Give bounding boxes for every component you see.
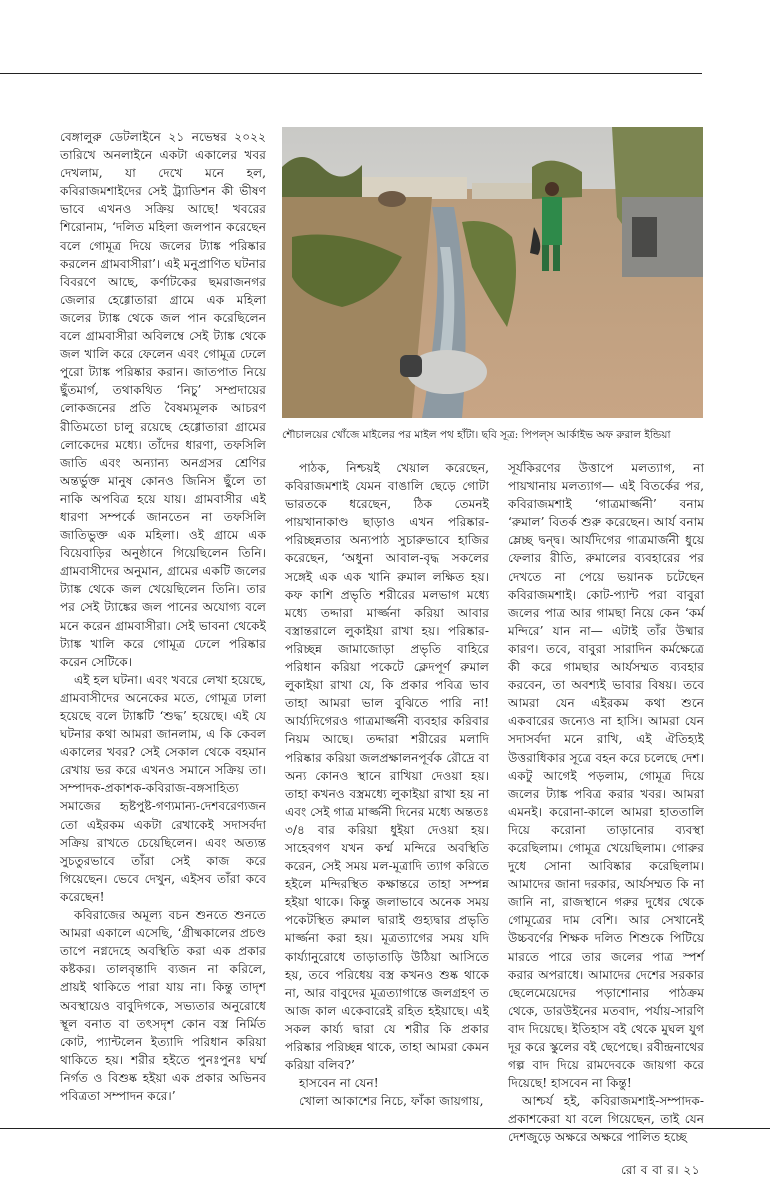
paragraph: বেঙ্গালুরু ডেটলাইনে ২১ নভেম্বর ২০২২ তারিখে অনলাইনে একটা একালের খবর দেখলাম, যা দেখে মনে হল, কবিরাজমশাইদের সেই ট্র্যাডিশন কী ভীষণ ভাবে এখনও সক্রিয় আছে! খবরের শিরোনাম, ‘দলিত মহিলা জলপান করেছেন বলে গোমূত্র দিয়ে জলের ট্যাঙ্ক পরিষ্কার করলেন গ্রামবাসীরা’। এই মনুপ্রাণিত ঘটনার বিবরণে আছে, কর্ণাটকের ছমরাজনগর জেলার হেগ্গোতারা গ্রামে এক মহিলা জলের ট্যাঙ্ক থেকে জল পান করেছিলেন বলে গ্রামবাসীরা অবিলম্বে সেই ট্যাঙ্ক থেকে জল খালি করে ফেলেন এবং গোমূত্র ঢেলে পুরো ট্যাঙ্ক পরিষ্কার করান। জাতপাত নিয়ে ছুঁতমার্গ, তথাকথিত ‘নিচু’ সম্প্রদায়ের লোকজনের প্রতি বৈষম্যমূলক আচরণ রীতিমতো চালু রয়েছে হেগ্গোতারা গ্রামের লোকেদের মধ্যে। তাঁদের ধারণা, তফসিলি জাতি এবং অন্যান্য অনগ্রসর শ্রেণির অন্তর্ভুক্ত মানুষ কোনও জিনিস ছুঁলে তা নাকি অপবিত্র হয়ে যায়। গ্রামবাসীর এই ধারণা সম্পর্কে জানতেন না তফসিলি জাতিভুক্ত এক মহিলা। ওই গ্রামে এক বিয়েবাড়ির অনুষ্ঠানে গিয়েছিলেন তিনি। গ্রামবাসীদের অনুমান, গ্রামের একটি জলের ট্যাঙ্ক থেকে জল খেয়েছিলেন তিনি। তার পর সেই ট্যাঙ্কের জল পানের অযোগ্য বলে মনে করেন গ্রামবাসীরা। সেই ভাবনা থেকেই ট্যাঙ্ক খালি করে গোমূত্র ঢেলে পরিষ্কার করেন সেটিকে। [60, 130, 266, 669]
top-rule [0, 73, 702, 74]
article-column-1 [60, 128, 266, 1105]
paragraph: সূর্যকিরণের উত্তাপে মলত্যাগ, না পায়খানায় মলত্যাগ— এই বিতর্কের পর, কবিরাজমশাই ‘গাত্রমার্জ্জনী’ বনাম ‘রুমাল’ বিতর্ক শুরু করেছেন। আর্য বনাম ম্লেচ্ছ দ্বন্দ্ব। আর্যদিগের গাত্রমার্জনী ধুয়ে ফেলার রীতি, রুমালের ব্যবহারের পর দেখতে না পেয়ে ভয়ানক চটেছেন কবিরাজমশাই। কোট-প্যান্ট পরা বাবুরা জলের পাত্র আর গামছা নিয়ে কেন ‘কর্ম মন্দিরে’ যান না— এটাই তাঁর উষ্মার কারণ। তবে, বাবুরা সারাদিন কর্মক্ষেত্রে কী করে গামছার আর্যসম্মত ব্যবহার করবেন, তা অবশ্যই ভাবার বিষয়। তবে আমরা যেন এইরকম কথা শুনে একবারের জন্যেও না হাসি। আমরা যেন সদাসর্বদা মনে রাখি, এই ঐতিহ্যই উত্তরাধিকার সূত্রে বহন করে চলেছে দেশ। একটু আগেই পড়লাম, গোমূত্র দিয়ে জলের ট্যাঙ্ক পবিত্র করার খবর। আমরা এমনই। করোনা-কালে আমরা হাততালি দিয়ে করোনা তাড়ানোর ব্যবস্থা করেছিলাম। গোমূত্র খেয়েছিলাম। গোরুর দুধে সোনা আবিষ্কার করেছিলাম। আমাদের জানা দরকার, আর্যসম্মত কি না জানি না, রাজস্থানে গরুর দুধের থেকে গোমূত্রের দাম বেশি। আর সেখানেই উচ্চবর্ণের শিক্ষক দলিত শিশুকে পিটিয়ে মারতে পারে তার জলের পাত্র স্পর্শ করার অপরাধে। আমাদের দেশের সরকার ছেলেমেয়েদের পড়াশোনার পাঠক্রম থেকে, ডারউইনের মতবাদ, পর্যায়-সারণি বাদ দিয়েছে। ইতিহাস বই থেকে মুঘল যুগ দূর করে স্কুলের বই ছেপেছে। রবীন্দ্রনাথের গল্প বাদ দিয়ে রামদেবকে জায়গা করে দিয়েছে! হাসবেন না কিন্তু! [508, 461, 704, 1091]
article-column-3 [508, 459, 704, 1147]
paragraph: কবিরাজের অমূল্য বচন শুনতে শুনতে আমরা একালে এসেছি, ‘গ্রীষ্মকালের প্রচণ্ড তাপে নগ্নদেহে অবস্থিতি করা এক প্রকার কষ্টকর। তালবৃন্তাদি ব্যজন না করিলে, প্রায়ই থাকিতে পারা যায় না। কিন্তু তাদৃশ অবস্থায়েও বাবুদিগকে, সভ্যতার অনুরোধে স্থূল বনাত বা তৎসদৃশ কোন বস্ত্র নির্মিত কোট, প্যান্টলেন ইত্যাদি পরিধান করিয়া থাকিতে হয়। শরীর হইতে পুনঃপুনঃ ঘর্ম্ম নির্গত ও বিশুষ্ক হইয়া এক প্রকার অভিনব পবিত্রতা সম্পাদন করে।’ [60, 908, 266, 1103]
paragraph: পাঠক, নিশ্চয়ই খেয়াল করেছেন, কবিরাজমশাই যেমন বাঙালি ছেড়ে গোটা ভারতকে ধরেছেন, ঠিক তেমনই পায়খানাকাণ্ড ছাড়াও এখন পরিষ্কার-পরিচ্ছন্নতার অন্যপাঠ সুচারুভাবে হাজির করেছেন, ‘অধুনা আবাল-বৃদ্ধ সকলের সঙ্গেই এক এক খানি রুমাল লক্ষিত হয়। কফ কাশি প্রভৃতি শরীরের মলভাগ মধ্যে মধ্যে তদ্দারা মার্জ্জনা করিয়া আবার বস্ত্রান্তরালে লুকাইয়া রাখা হয়। পরিষ্কার-পরিচ্ছন্ন জামাজোড়া প্রভৃতি বাহিরে পরিধান করিয়া পকেটে ক্লেদপূর্ণ রুমাল লুকাইয়া রাখা যে, কি প্রকার পবিত্র ভাব তাহা আমরা ভাল বুঝিতে পারি না! আর্য্যদিগেরও গাত্রমার্জ্জনী ব্যবহার করিবার নিয়ম আছে। তদ্দারা শরীরের মলাদি পরিষ্কার করিয়া জলপ্রক্ষালনপূর্বক রৌদ্রে বা অন্য কোনও স্থানে রাখিয়া দেওয়া হয়। তাহা কখনও বস্ত্রমধ্যে লুকাইয়া রাখা হয় না এবং সেই গাত্র মার্জ্জনী দিনের মধ্যে অন্ততঃ ৩/৪ বার করিয়া ধুইয়া দেওয়া হয়। সাহেবগণ যখন কর্ম্ম মন্দিরে অবস্থিতি করেন, সেই সময় মল-মূত্রাদি ত্যাগ করিতে হইলে মন্দিরস্থিত কক্ষান্তরে তাহা সম্পন্ন হইয়া থাকে। কিন্তু জলাভাবে অনেক সময় পকেটস্থিত রুমাল দ্বারাই গুহ্যদ্বার প্রভৃতি মার্জ্জনা করা হয়। মূত্রত্যাগের সময় যদি কার্য্যানুরোধে তাড়াতাড়ি উঠিয়া আসিতে হয়, তবে পরিধেয় বস্ত্র কখনও শুষ্ক থাকে না, আর বাবুদের মূত্রত্যাগান্তে জলগ্রহণ ত আজ কাল একেবারেই রহিত হইয়াছে। এই সকল কার্য্য দ্বারা যে শরীর কি প্রকার পরিষ্কার পরিচ্ছন্ন থাকে, তাহা আমরা কেমন করিয়া বলিব?’ [285, 461, 489, 1073]
paragraph: হাসবেন না যেন! [299, 1076, 379, 1091]
village-road-drain-photo [282, 127, 703, 418]
bottom-rule [0, 1128, 770, 1129]
paragraph: এই হল ঘটনা। এবং খবরে লেখা হয়েছে, গ্রামবাসীদের অনেকের মতে, গোমূত্র ঢালা হয়েছে বলে ট্যাঙ্কটি ‘শুদ্ধ’ হয়েছে। এই যে ঘটনার কথা আমরা জানলাম, এ কি কেবল একালের খবর? সেই সেকাল থেকে বহমান রেখায় ভর করে এখনও সমানে সক্রিয় তা। সম্পাদক-প্রকাশক-কবিরাজ-বঙ্গসাহিত্য সমাজের হৃষ্টপুষ্ট-গণ্যমান্য-দেশবরেণ্যজন তো এইরকম একটা রেখাকেই সদাসর্বদা সক্রিয় রাখতে চেয়েছিলেন। এবং অত্যন্ত সুচতুরভাবে তাঁরা সেই কাজ করে গিয়েছেন। ভেবে দেখুন, এইসব তাঁরা কবে করেছেন! [60, 672, 266, 904]
news-photo [282, 127, 703, 418]
page-folio: রো ব বা র। ২১ [620, 1163, 700, 1177]
paragraph: খোলা আকাশের নিচে, ফাঁকা জায়গায়, [299, 1094, 484, 1109]
article-column-2 [285, 459, 489, 1110]
paragraph: আশ্চর্য হই, কবিরাজমশাই-সম্পাদক-প্রকাশকেরা যা বলে গিয়েছেন, তাই যেন দেশজুড়ে অক্ষরে অক্ষরে পালিত হচ্ছে [508, 1094, 704, 1145]
photo-caption: শৌচালয়ের খোঁজে মাইলের পর মাইল পথ হাঁটা। ছবি সূত্র: পিপল্‌স আর্কাইভ অফ রুরাল ইন্ডিয়া [282, 429, 671, 441]
